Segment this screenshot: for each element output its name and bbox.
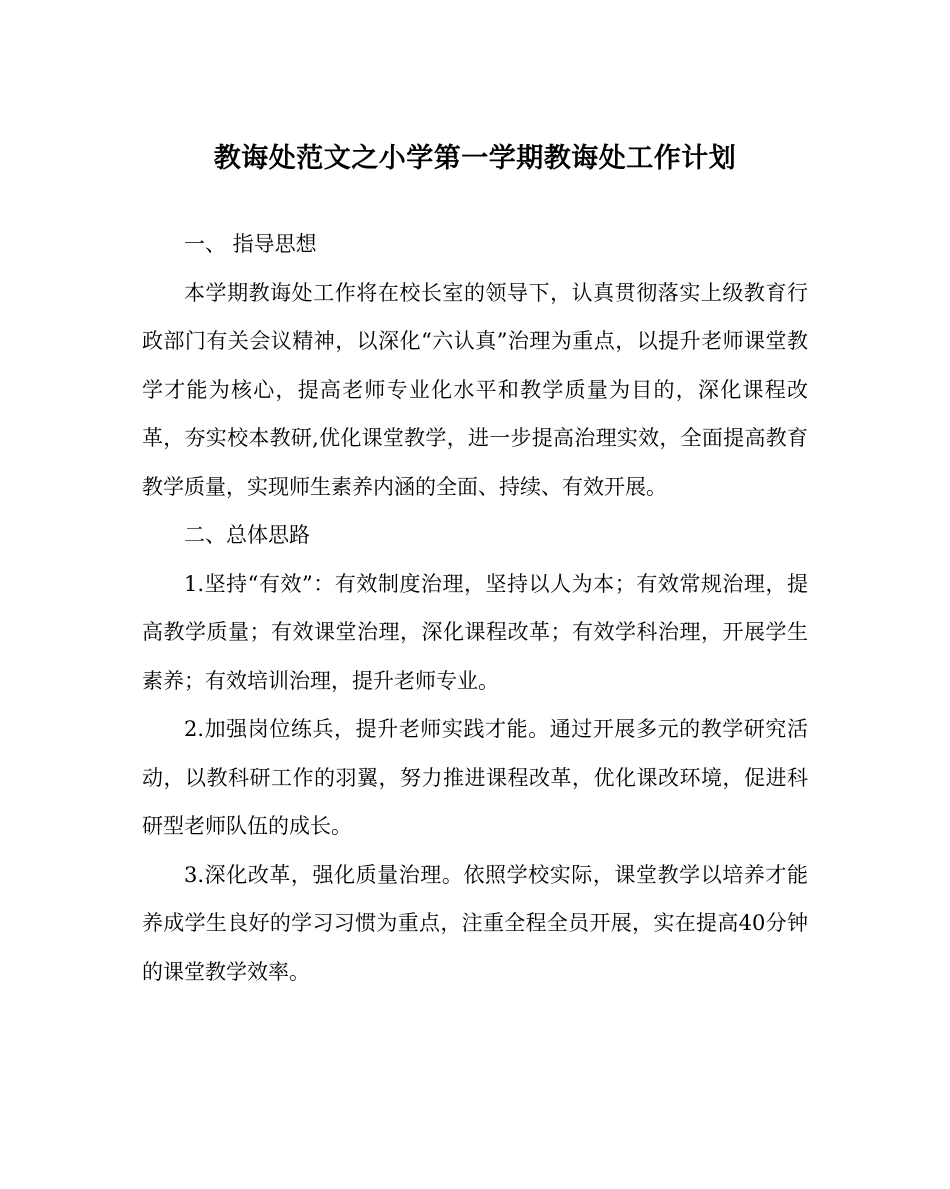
section-heading-overall-approach: 二、总体思路 [184,523,310,547]
paragraph-item-2: 2.加强岗位练兵，提升老师实践才能。通过开展多元的教学研究活动，以教科研工作的羽翼，努力推进课程改革，优化课改环境，促进科研型老师队伍的成长。 [142,717,808,838]
paragraph-guiding-thought: 本学期教诲处工作将在校长室的领导下，认真贯彻落实上级教育行政部门有关会议精神，以深化“六认真”治理为重点，以提升老师课堂教学才能为核心，提高老师专业化水平和教学质量为目的，深化课程改革，夯实校本教研,优化课堂教学，进一步提高治理实效，全面提高教育教学质量，实现师生素养内涵的全面、持续、有效开展。 [142,280,808,499]
paragraph-item-1: 1.坚持“有效”：有效制度治理，坚持以人为本；有效常规治理，提高教学质量；有效课堂治理，深化课程改革；有效学科治理，开展学生素养；有效培训治理，提升老师专业。 [142,571,808,693]
section-heading-guiding-thought: 一、 指导思想 [184,232,317,256]
paragraph-item-3: 3.深化改革，强化质量治理。依照学校实际，课堂教学以培养才能养成学生良好的学习习惯为重点，注重全程全员开展，实在提高40分钟的课堂教学效率。 [142,862,808,984]
document-body [142,220,808,996]
document-title: 教诲处范文之小学第一学期教诲处工作计划 [213,143,737,174]
